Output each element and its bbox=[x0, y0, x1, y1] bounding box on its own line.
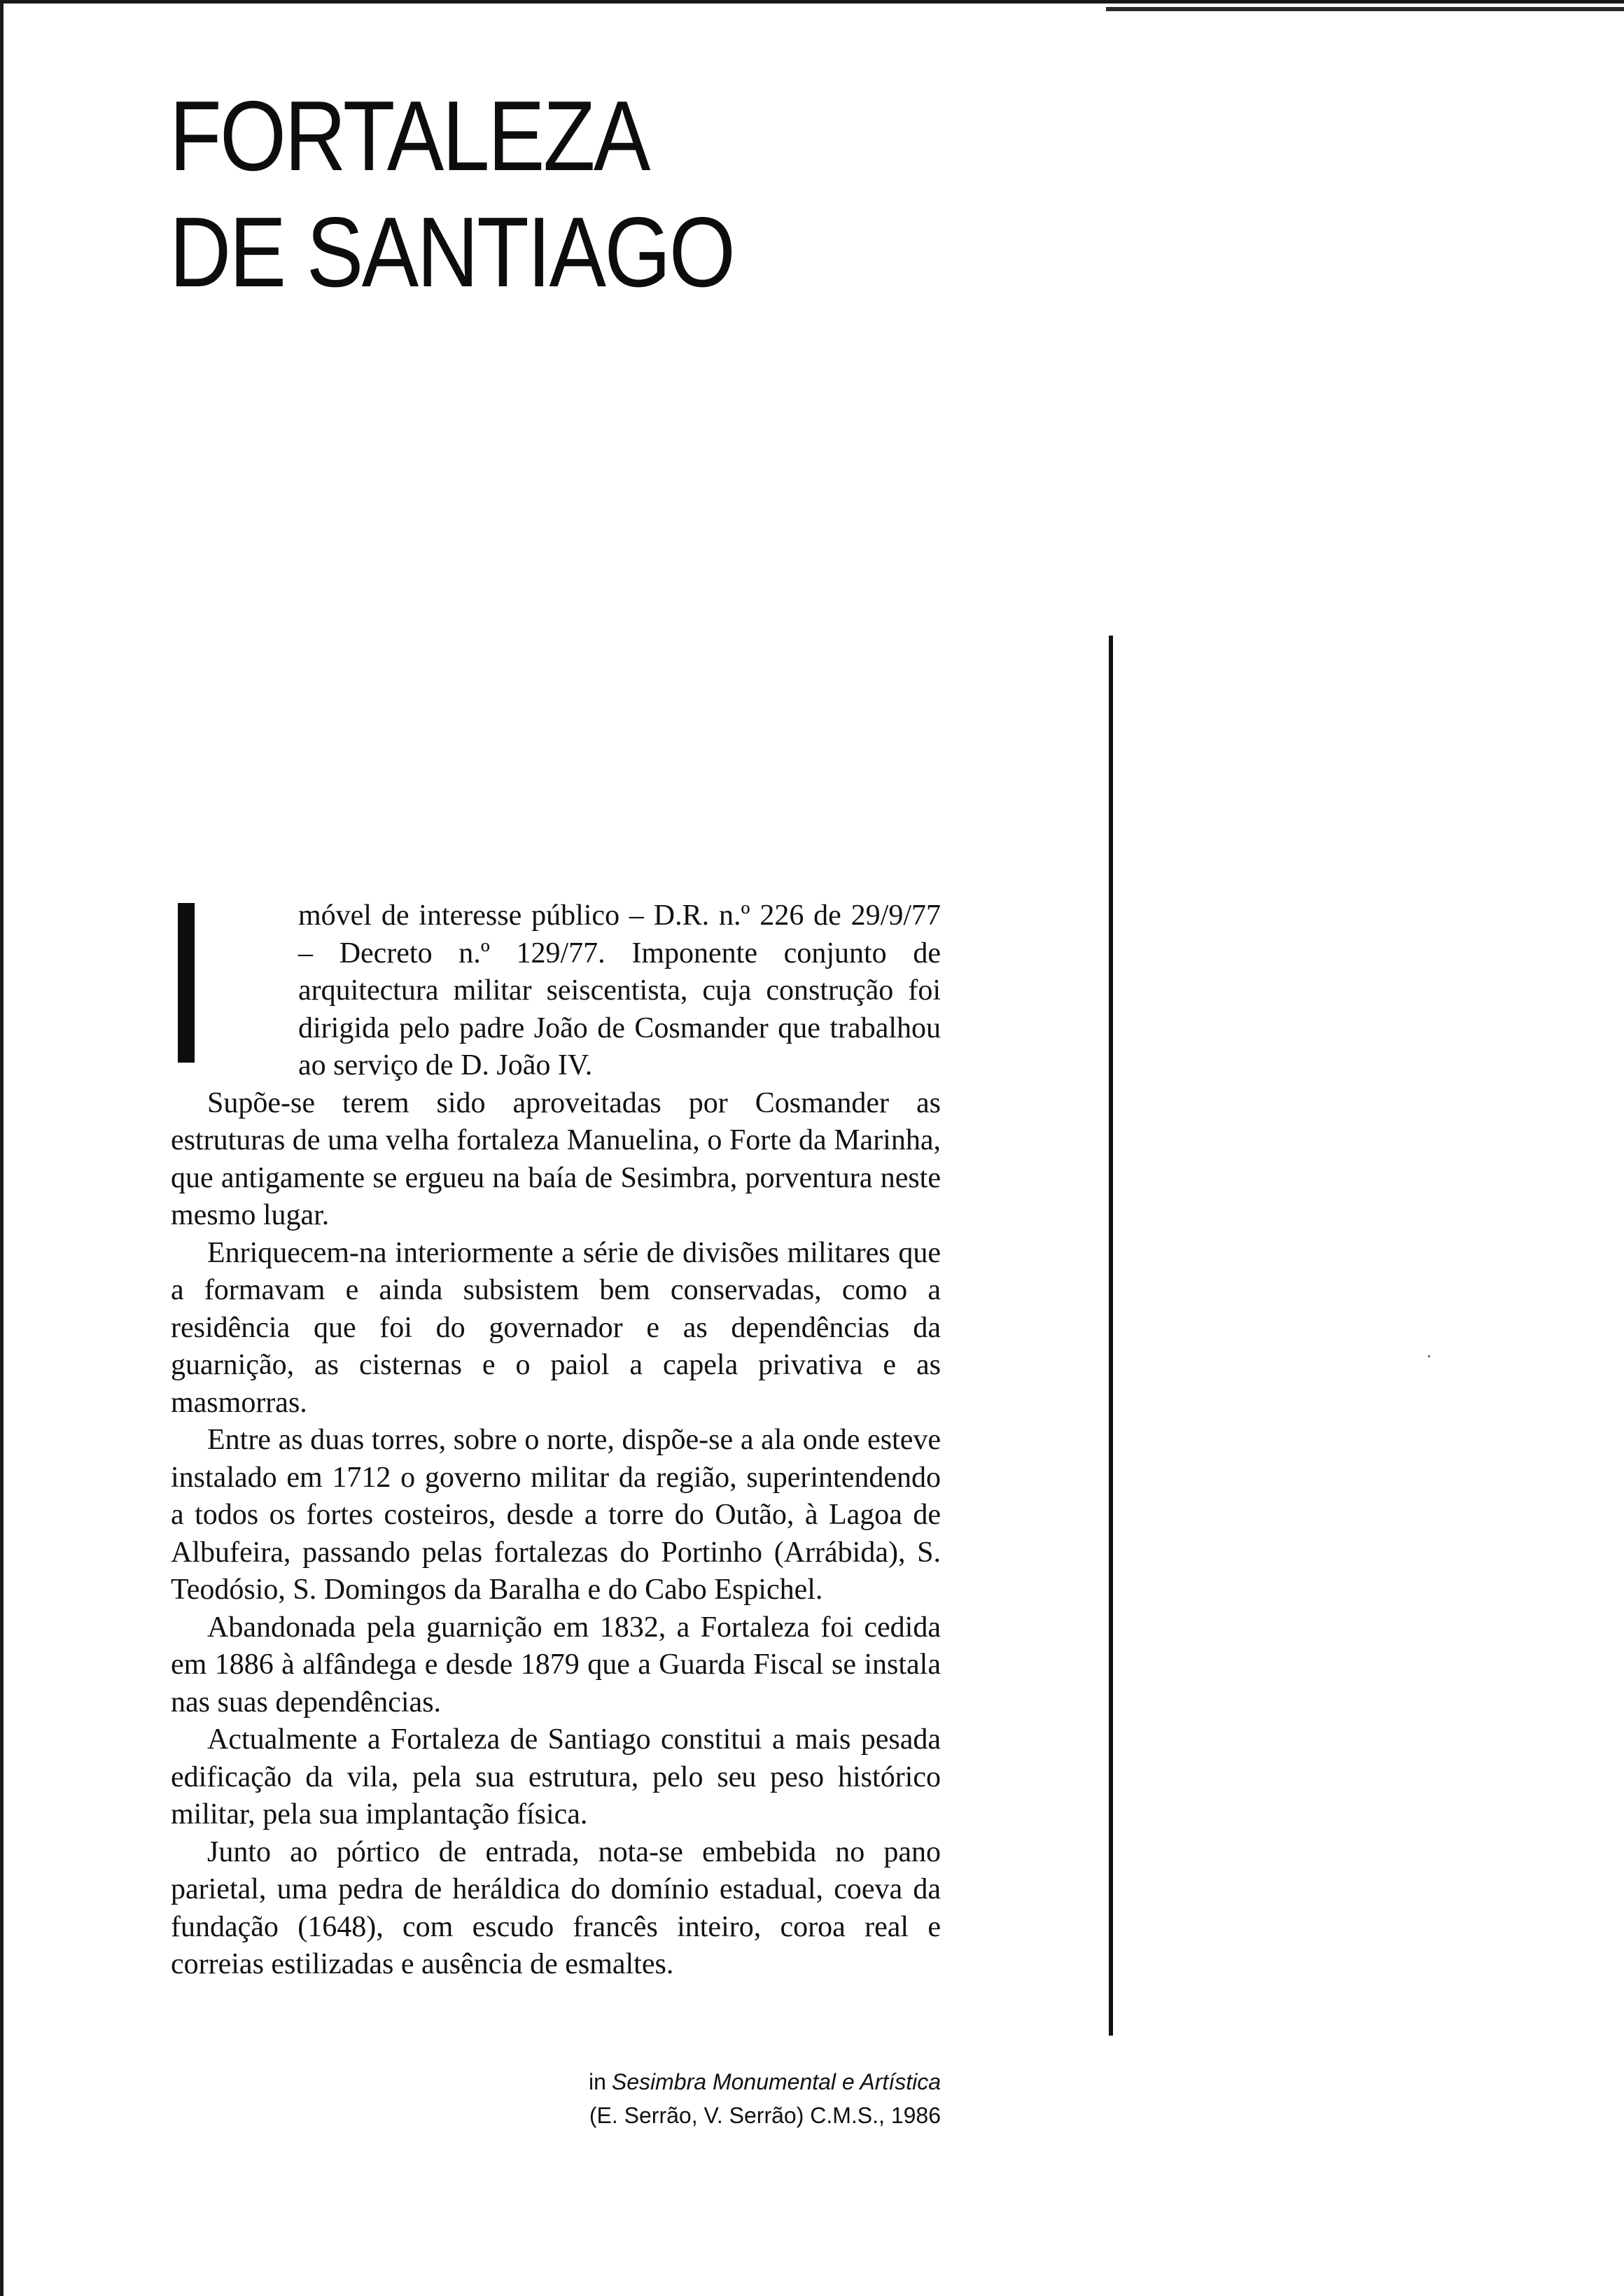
vertical-rule bbox=[1109, 636, 1113, 2036]
title-line-1: FORTALEZA bbox=[169, 80, 649, 192]
source-citation bbox=[589, 2065, 941, 2132]
paragraph-7: Junto ao pórtico de entrada, nota-se embebida no pano parietal, uma pedra de heráldica do domínio estadual, coeva da fundação (1648), com escudo francês inteiro, coroa real e correias estilizadas e ausência de esmaltes. bbox=[171, 1835, 941, 1980]
citation-prefix: in bbox=[588, 2069, 606, 2094]
citation-source-title: Sesimbra Monumental e Artística bbox=[611, 2069, 941, 2094]
article-body bbox=[171, 897, 941, 1984]
scan-border-left bbox=[0, 0, 4, 2296]
paragraph-1: móvel de interesse público – D.R. n.º 226 de 29/9/77 – Decreto n.º 129/77. Imponente conjunto de arquitectura militar seiscentista, cuja construção foi dirigida pelo padre João de Cosmander que trabalhou ao serviço de D. João IV. bbox=[298, 899, 941, 1082]
scan-border-top-right bbox=[1106, 7, 1624, 11]
page-title bbox=[169, 78, 734, 311]
scan-border-top bbox=[0, 0, 1624, 4]
paragraph-6: Actualmente a Fortaleza de Santiago constitui a mais pesada edificação da vila, pela sua estrutura, pelo seu peso histórico militar, pela sua implantação física. bbox=[171, 1723, 941, 1830]
citation-line-2: (E. Serrão, V. Serrão) C.M.S., 1986 bbox=[589, 2103, 941, 2128]
paragraph-3: Enriquecem-na interiormente a série de divisões militares que a formavam e ainda subsistem bem conservadas, como a residência que foi do governador e as dependências da guarnição, as cisternas e o paiol a capela privativa e as masmorras. bbox=[171, 1236, 941, 1419]
title-line-2: DE SANTIAGO bbox=[169, 197, 734, 308]
paragraph-2: Supõe-se terem sido aproveitadas por Cosmander as estruturas de uma velha fortaleza Manuelina, o Forte da Marinha, que antigamente se ergueu na baía de Sesimbra, porventura neste mesmo lugar. bbox=[171, 1086, 941, 1231]
paragraph-4: Entre as duas torres, sobre o norte, dispõe-se a ala onde esteve instalado em 1712 o governo militar da região, superintendendo a todos os fortes costeiros, desde a torre do Outão, à Lagoa de Albufeira, passando pelas fortalezas do Portinho (Arrábida), S. Teodósio, S. Domingos da Baralha e do Cabo Espichel. bbox=[171, 1424, 941, 1606]
paragraph-5: Abandonada pela guarnição em 1832, a Fortaleza foi cedida em 1886 à alfândega e desde 1879 que a Guarda Fiscal se instala nas suas dependências. bbox=[171, 1611, 941, 1718]
scan-speck bbox=[1428, 1355, 1430, 1357]
citation-line-1 bbox=[589, 2065, 941, 2099]
